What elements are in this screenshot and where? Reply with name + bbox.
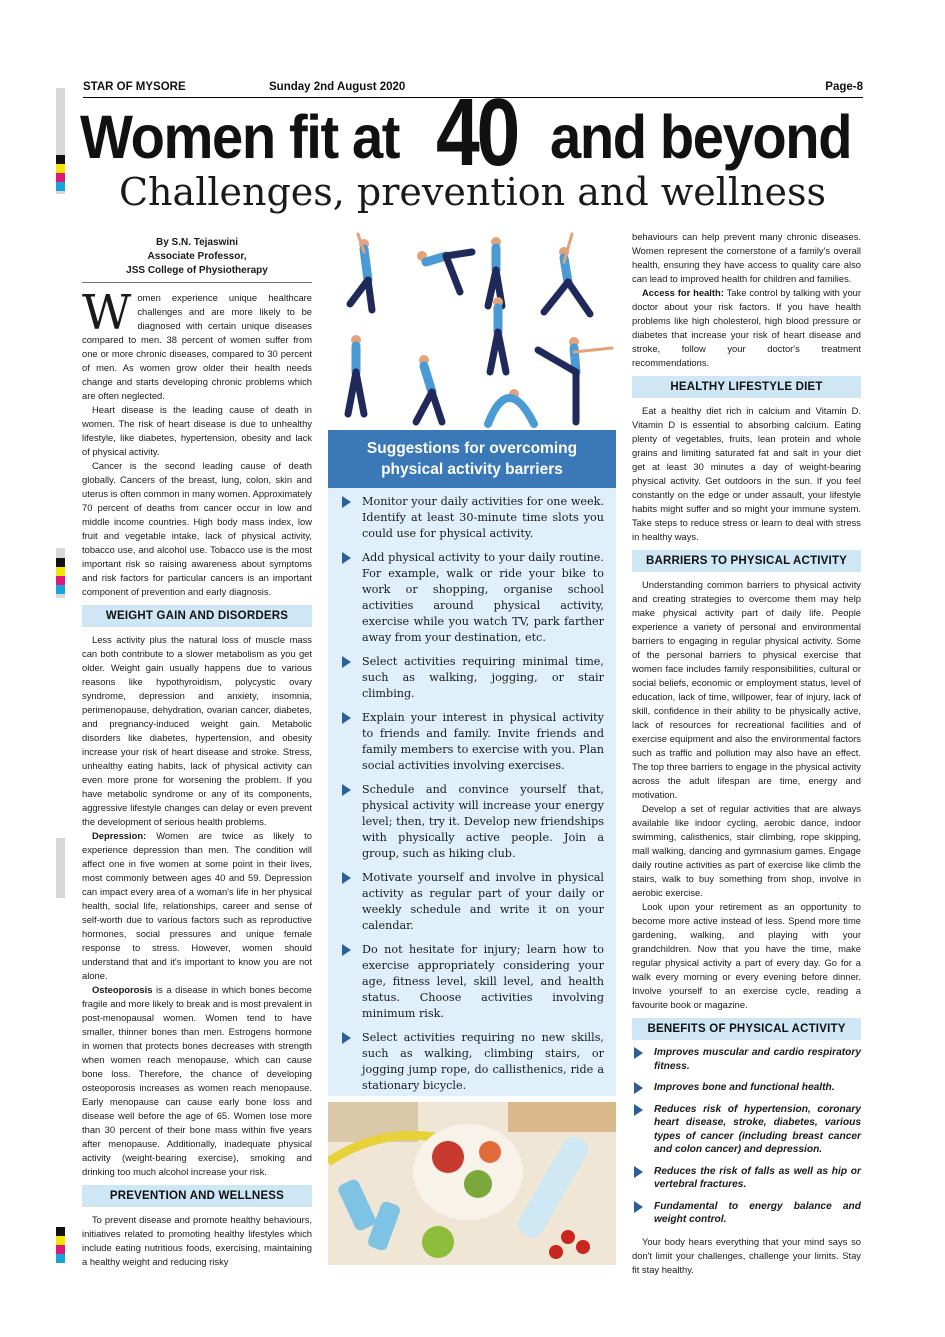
arrow-bullet-icon	[342, 496, 351, 508]
heading-weight-gain: WEIGHT GAIN AND DISORDERS	[82, 605, 312, 627]
arrow-bullet-icon	[634, 1166, 643, 1178]
registration-bar-lower	[56, 838, 65, 898]
author-title: Associate Professor,	[147, 251, 247, 262]
headline-part-2: and beyond	[550, 103, 852, 171]
arrow-bullet-icon	[342, 784, 351, 796]
yoga-poses-figure	[328, 232, 616, 428]
suggestions-box	[328, 430, 616, 1096]
arrow-bullet-icon	[342, 552, 351, 564]
author-institution: JSS College of Physiotherapy	[126, 265, 268, 276]
headline-part-1: Women fit at	[80, 103, 400, 171]
list-item: Reduces risk of hypertension, coronary heart disease, stroke, diabetes, various types of cancer (including breast cancer and colon cancer) and depression.	[632, 1103, 861, 1157]
paragraph-access: Access for health: Take control by talking with your doctor about your risk factors. If you have health problems like high cholesterol, high blood pressure or diabetes that increase your risk of heart disease and stroke, follow your doctor's treatment recommendations.	[632, 287, 862, 368]
paragraph-heart-disease: Heart disease is the leading cause of death in women. The risk of heart disease is due to unhealthy lifestyle, like diabetes, hypertension, obesity and lack of physical activity.	[82, 404, 312, 457]
arrow-bullet-icon	[634, 1082, 643, 1094]
arrow-bullet-icon	[634, 1047, 643, 1059]
paragraph-weight-gain: Less activity plus the natural loss of muscle mass can both contribute to a slower metabolism as you get older. Weight gain usually happens due to various reasons like hypothyroidism, polycystic ovary syndrome, depression and anxiety, insomnia, perimenopause, dehydration, ovarian cancer, diabetes, and pregnancy-induced weight gain. Metabolic disorders like diabetes, hypertension, and obesity increase your risk of heart disease and stroke. Stress, unhealthy eating habits, lack of physical activity can even more prone for worsening the problem. If you have metabolic syndrome or any of its components, aggressive lifestyle changes can delay or even prevent the development of serious health problems.	[82, 634, 312, 827]
closing-paragraph: Your body hears everything that your mind says so don't limit your challenges, challenge your limits. Stay fit stay healthy.	[632, 1235, 861, 1275]
headline-number: 40	[436, 79, 518, 186]
registration-marks-bottom	[56, 1227, 65, 1263]
subheadline: Challenges, prevention and wellness	[118, 170, 827, 214]
arrow-bullet-icon	[342, 1032, 351, 1044]
heading-barriers: BARRIERS TO PHYSICAL ACTIVITY	[632, 550, 861, 572]
list-item: Reduces the risk of falls as well as hip or vertebral fractures.	[632, 1165, 861, 1192]
list-item: Improves bone and functional health.	[632, 1081, 861, 1095]
paragraph-osteoporosis: Osteoporosis is a disease in which bones become fragile and more likely to break and is most prevalent in post-menopausal women. Women tend to have smaller, thinner bones than men. Estrogens hormone in women that protects bones decreases with strength when women reach menopause, which can cause bone loss. Therefore, the chance of developing osteoporosis increases as women reach menopause. Early menopause can cause early bone loss and disease well before the age of 65. Women lose more than 30 percent of their bone mass within five years after menopause. Additionally, inadequate physical activity (weight-bearing exercise), smoking and drinking too much alcohol increase your risk.	[82, 984, 312, 1177]
arrow-bullet-icon	[342, 872, 351, 884]
suggestions-list	[328, 488, 616, 1182]
fitness-food-illustration	[328, 1102, 616, 1265]
paragraph-diet: Eat a healthy diet rich in calcium and Vitamin D. Vitamin D is essential to absorbing calcium. Eating plenty of vegetables, fruits, lean protein and whole grains and limiting saturated fat and salt in your diet get at least 30 minutes a day of weight-bearing physical activity. Get outdoors in the sun. If you feel constantly on the edge or under assault, your lifestyle habits might suffer and so might your immune system. Take steps to reduce stress or learn to deal with stress in healthy ways.	[632, 405, 861, 542]
list-item: Explain your interest in physical activity to friends and family. Invite friends and family members to exercise with you. Plan social activities involving exercises.	[340, 710, 604, 774]
paragraph-depression: Depression: Women are twice as likely to experience depression than men. The condition will affect one in five women at some point in their lives, most commonly between ages 40 and 59. Depression can impact every area of a woman's life in her physical health, social life, relationships, career and sense of self-worth due to various factors such as reproductive hormones, social pressures and unique female response to stress. However, women should understand that and it's important to know you are not alone.	[82, 830, 312, 981]
heading-diet: HEALTHY LIFESTYLE DIET	[632, 376, 861, 398]
paragraph-retirement: Look upon your retirement as an opportunity to become more active instead of less. Spend more time gardening, walking, and playing with your grandchildren. Now that you have the time, make regular physical activity a part of every day. Go for a walk every morning or every evening before dinner. Involve yourself to an exercise cycle, reading a favourite book or magazine.	[632, 901, 861, 1010]
list-item: Fundamental to energy balance and weight control.	[632, 1200, 861, 1227]
drop-cap: W	[82, 285, 132, 341]
paragraph-prevention: To prevent disease and promote healthy behaviours, initiatives related to promoting healthy lifestyles which include eating nutritious foods, exercising, maintaining a healthy weight and reducing risky	[82, 1214, 312, 1267]
fitness-food-photo	[328, 1102, 616, 1265]
list-item: Motivate yourself and involve in physical activity as regular part of your daily or weekly schedule and write it on your calendar.	[340, 870, 604, 934]
author-name: By S.N. Tejaswini	[155, 237, 239, 248]
page-number: Page-8	[825, 81, 863, 93]
list-item: Select activities requiring no new skills, such as walking, climbing stairs, or jogging jump rope, do callisthenics, ride a stationary bicycle.	[340, 1030, 604, 1094]
list-item: Select activities requiring minimal time, such as walking, jogging, or stair climbing.	[340, 654, 604, 702]
right-column	[632, 230, 861, 1277]
list-item: Improves muscular and cardio respiratory fitness.	[632, 1046, 861, 1073]
left-column	[82, 236, 312, 1269]
intro-paragraph: Women experience unique healthcare challenges and are more likely to be diagnosed with certain unique diseases compared to men. 38 percent of women suffer from one or more chronic diseases, compared to 30 percent of men. As women grow older their health needs change and starts developing chronic problems which are often neglected.	[82, 285, 312, 401]
heading-benefits: BENEFITS OF PHYSICAL ACTIVITY	[632, 1018, 861, 1040]
paragraph-barriers: Understanding common barriers to physical activity and creating strategies to overcome them may help make physical activity part of daily life. People experience a variety of personal and environmental barriers to engaging in regular physical activity. Some of the personal barriers to physical exercise that women face includes family responsibilities, cultural or social beliefs, economic or employment status, level of education, lack of time, willpower, fear of injury, lack of skill, confidence in their ability to be physically active, lack of resources for recreational facilities and of exercise equipment and also the environmental factors such as traffic and pollution may also have an effect. The top three barriers to engage in the physical activity across the adult lifespan are time, energy and motivation.	[632, 579, 861, 800]
list-item: Schedule and convince yourself that, physical activity will increase your energy level; then, try it. Develop new friendships with physically active people. Join a group, such as hiking club.	[340, 782, 604, 862]
arrow-bullet-icon	[342, 944, 351, 956]
arrow-bullet-icon	[634, 1104, 643, 1116]
list-item: Do not hesitate for injury; learn how to exercise appropriately considering your age, fitness level, skill level, and health status. Choose activities involving minimum risk.	[340, 942, 604, 1022]
list-item: Add physical activity to your daily routine. For example, walk or ride your bike to work or shopping, organise school activities around physical activity, exercise while you watch TV, park farther away from your destination, etc.	[340, 550, 604, 646]
paper-name: STAR OF MYSORE	[83, 81, 186, 93]
byline	[82, 236, 312, 278]
issue-date: Sunday 2nd August 2020	[269, 81, 406, 93]
paragraph-cancer: Cancer is the second leading cause of death globally. Cancers of the breast, lung, colon, skin and uterus is often common in many women. Approximately 70 percent of deaths from cancer occur in low and middle income countries. High body mass index, low fruit and vegetable intake, lack of physical activity, tobacco use, and alcohol use. Tobacco use is the most important risk so raising awareness about symptoms and risk factors for particular cancers is an important component of prevention and early diagnosis.	[82, 460, 312, 597]
benefits-list	[632, 1046, 861, 1227]
byline-rule	[82, 282, 312, 283]
registration-marks-mid	[56, 558, 65, 594]
arrow-bullet-icon	[342, 656, 351, 668]
suggestions-title: Suggestions for overcoming physical activity barriers	[328, 430, 616, 488]
paragraph-continued: behaviours can help prevent many chronic diseases. Women represent the cornerstone of a family's overall health, ensuring they have access to quality care also can lead to improved health for children and families.	[632, 231, 861, 284]
yoga-illustration	[328, 232, 616, 433]
arrow-bullet-icon	[342, 712, 351, 724]
list-item: Monitor your daily activities for one week. Identify at least 30-minute time slots you could use for physical activity.	[340, 494, 604, 542]
paragraph-regular-activities: Develop a set of regular activities that are always available like indoor cycling, aerobic dance, indoor swimming, calisthenics, stair climbing, rope skipping, mall walking, dancing and gymnasium games. Engage daily routine activities as part of exercise like climb the stairs, walk to buy something from shop, involve in aerobic exercise.	[632, 803, 861, 898]
heading-prevention: PREVENTION AND WELLNESS	[82, 1185, 312, 1207]
arrow-bullet-icon	[634, 1201, 643, 1213]
